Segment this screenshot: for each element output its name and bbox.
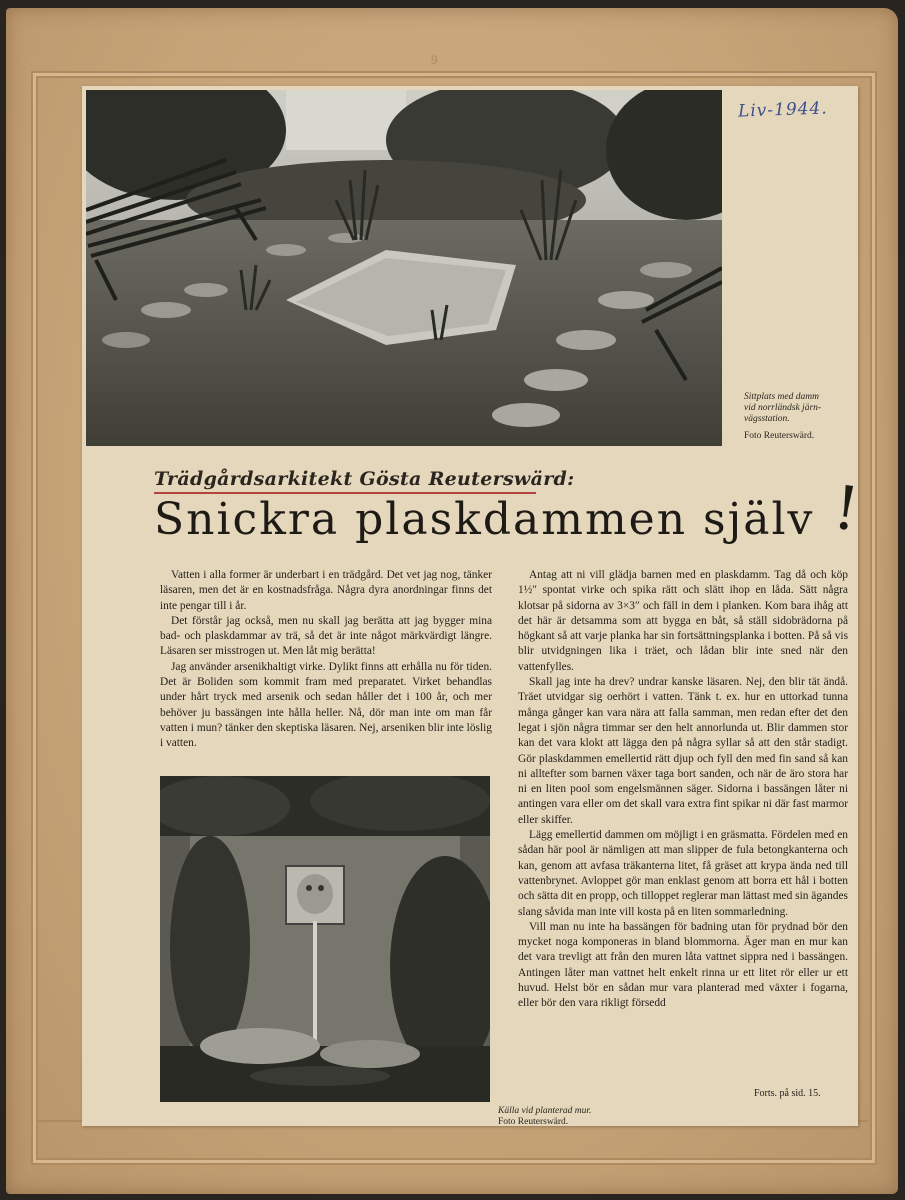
top-photo-caption [744, 392, 854, 442]
album-page [6, 8, 898, 1194]
page-number: 9 [431, 52, 438, 67]
paragraph: Jag använder arsenikhaltigt virke. Dylikt finns att erhålla nu för tiden. Det är Boliden som kommit fram med preparatet. Virket behandlas under hårt tryck med arsenik och sedan håller det i 100 år, och mer behöver ju bassängen inte hålla heller. Nå, dör man inte om man får vatten i mun? tänker den skeptiska läsaren. Nej, arseniken blir inte löslig i vatten. [160, 660, 492, 750]
article-kicker: Trädgårdsarkitekt Gösta Reuterswärd: [154, 468, 575, 490]
caption-line: vägsstation. [744, 414, 790, 424]
caption-line: vid norrländsk järn- [744, 403, 822, 413]
continued-note: Forts. på sid. 15. [754, 1088, 821, 1099]
photo-credit: Foto Reuterswärd. [744, 431, 815, 441]
wall-fountain-photo [160, 776, 490, 1102]
paragraph: Lägg emellertid dammen om möjligt i en gräsmatta. Fördelen med en sådan här pool är nämligen att man slipper de fula betongkanterna och kan, genom att avfasa träkanterna litet, få gräset att krypa ända ned till vattenbrynet. Avloppet gör man enklast genom att borra ett hål i botten och sätta dit en propp, och tilloppet reglerar man lättast med sin ägandes slang såvida man inte vill kosta på en liten sommarledning. [518, 829, 848, 918]
right-text-column [518, 568, 848, 1012]
caption-line: Sittplats med damm [744, 392, 819, 402]
article-headline: Snickra plaskdammen själv [154, 494, 815, 545]
headline-exclamation: ! [829, 472, 863, 546]
paragraph: Vill man nu inte ha bassängen för badning utan för prydnad bör den mycket noga komponeras in bland blommorna. Äger man en mur kan det vara trevligt att från den muren låta vattnet sippra ned i bassängen. Antingen låter man vattnet helt enkelt rinna ur ett litet rör eller ur ett huvud. Helst bör en sådan mur vara planterad med växter i fogarna, eller bör den vara rikligt försedd [518, 920, 848, 1010]
paragraph: Det förstår jag också, men nu skall jag berätta att jag bygger mina bad- och plaskdammar av trä, så det är inte något märkvärdigt längre. Läsaren ser misstrogen ut. Men låt mig berätta! [160, 614, 492, 658]
paragraph: Skall jag inte ha drev? undrar kanske läsaren. Nej, den blir tät ändå. Träet utvidgar sig oerhört i vatten. Tänk t. ex. hur en uttorkad tunna många gånger kan vara nära att falla samman, men redan efter det den legat i sjön några timmar ser den helt annorlunda ut. Blir dammen stor kan det vara klokt att lägga den på några syllar så att den står stadigt. Gör plaskdammen emellertid rätt djup och fyll den med fin sand så kan ni alltefter som barnen växer taga bort sanden, och när de äro stora har ni en liten pool som engelsmännen säger. Sidorna i bassängen låter ni antingen vara eller om det skall vara extra fint spikar ni där fast marmor eller skiffer. [518, 676, 848, 826]
handwritten-date-note: Liv-1944. [737, 98, 829, 122]
newspaper-clipping [82, 86, 863, 1127]
photo-credit: Foto Reuterswärd. [498, 1117, 569, 1127]
garden-pond-photo [86, 90, 722, 446]
caption-line: Källa vid planterad mur. [498, 1106, 592, 1116]
bottom-photo-caption [498, 1106, 698, 1128]
left-text-column [160, 568, 492, 752]
paragraph: Vatten i alla former är underbart i en trädgård. Det vet jag nog, tänker läsaren, men det är en kostnadsfråga. Några dyra anordningar finns det inte pengar till i år. [160, 569, 492, 612]
paragraph: Antag att ni vill glädja barnen med en plaskdamm. Tag då och köp 1½″ spontat virke och spika rätt och slätt ihop en låda. Sätt några klotsar på sidorna av 3×3″ och fäll in dem i planken. Kom bara ihåg att det här är detsamma som att bygga en båt, så ställ sidobrädorna på högkant så att varje planka har sin fortsättningsplanka i botten. På så vis blir utvidgningen lika i träet, och lådan blir inte sned när den vattenfylles. [518, 569, 848, 673]
